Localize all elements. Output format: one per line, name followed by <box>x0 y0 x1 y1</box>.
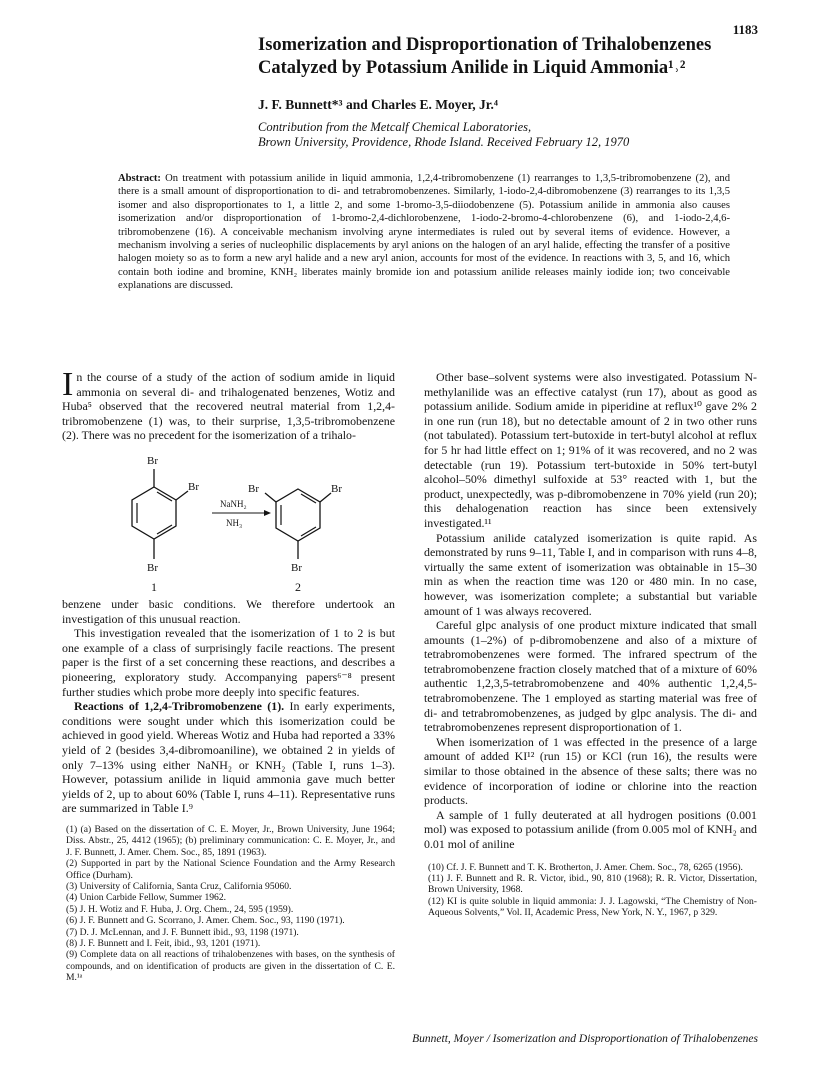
footnotes-left <box>62 824 395 984</box>
footnote: (10) Cf. J. F. Bunnett and T. K. Brotherton, J. Amer. Chem. Soc., 78, 6265 (1956). <box>428 861 743 873</box>
compound-number-2: 2 <box>295 579 301 594</box>
drop-cap: I <box>62 366 74 403</box>
article-title: Isomerization and Disproportionation of Trihalobenzenes Catalyzed by Potassium Anilide in Liquid Ammonia¹˒² <box>258 35 712 78</box>
bromo-label: Br <box>188 480 199 493</box>
footnote: (2) Supported in part by the National Science Foundation and the Army Research Office (Durham). <box>66 858 395 881</box>
abstract <box>118 172 730 293</box>
compound-1-structure <box>132 455 199 594</box>
footnote: (6) J. F. Bunnett and G. Scorrano, J. Amer. Chem. Soc., 93, 1190 (1971). <box>66 915 345 927</box>
affiliation <box>258 120 778 150</box>
reagent-above-arrow: NaNH₂ <box>220 498 247 509</box>
footnote: (7) D. J. McLennan, and J. F. Bunnett ibid., 93, 1198 (1971). <box>66 926 299 938</box>
affiliation-line-2: Brown University, Providence, Rhode Island. Received February 12, 1970 <box>258 135 630 149</box>
bromo-label: Br <box>291 561 302 574</box>
body-paragraph: This investigation revealed that the isomerization of 1 to 2 is but one example of a class of surprisingly facile reactions. The present paper is the first of a set concerning these reactions, and describes a pioneering, exploratory study. Accompanying papers⁶⁻⁸ present further studies which probe more deeply into specific features. <box>62 626 395 699</box>
intro-paragraph-continued: benzene under basic conditions. We therefore undertook an investigation of this unusual reaction. <box>62 596 395 626</box>
footnote: (8) J. F. Bunnett and I. Feit, ibid., 93, 1201 (1971). <box>66 937 261 949</box>
compound-number-1: 1 <box>151 579 157 594</box>
footnote: (3) University of California, Santa Cruz, California 95060. <box>66 880 292 892</box>
bromo-label: Br <box>331 482 342 495</box>
section-paragraph <box>62 699 395 816</box>
body-paragraph: Other base–solvent systems were also investigated. Potassium N-methylanilide was an effective catalyst (run 17), about as good as potassium anilide. Sodium amide in piperidine at reflux¹⁰ gave 2% 2 in one run (run 18), but no detectable amount of 2 in two other runs (not tabulated). Potassium tert-butoxide in tert-butyl alcohol at reflux for 5 hr had little effect on 1; 91% of it was recovered, and no 2 was detectable (run 19). Potassium tert-butoxide in 50% tert-butyl alcohol–50% dimethyl sulfoxide at 53° reacted with 1, but the product, unexpectedly, was p-dibromobenzene in 70% yield (run 20); this dehalogenation reaction has since been extensively investigated.¹¹ <box>424 370 757 530</box>
footnote: (1) (a) Based on the dissertation of C. E. Moyer, Jr., Brown University, June 1964; Diss. Abstr., 25, 4412 (1965); (b) preliminary communication: C. E. Moyer, Jr., and J. F. Bunnett, J. Amer. Chem. Soc., 85, 1891 (1963). <box>66 823 395 858</box>
bromo-label: Br <box>147 561 158 574</box>
bromo-label: Br <box>147 454 158 467</box>
body-paragraph: Careful glpc analysis of one product mixture indicated that small amounts (1–2%) of p-dibromobenzene and also of a mixture of tetrabromobenzenes were formed. The infrared spectrum of the tetrabromobenzene fraction closely matched that of a mixture of 60% authentic 1,2,3,5-tetrabromobenzene and 40% authentic 1,2,4,5-tetrabromobenzene. The 1 employed as starting material was free of di- and tetrabromobenzenes, as judged by glpc analysis. The di- and tetrabromobenzenes represent disproportionation of 1. <box>424 618 757 735</box>
authors: J. F. Bunnett*³ and Charles E. Moyer, Jr.⁴ <box>258 97 498 112</box>
reaction-scheme <box>62 445 395 595</box>
body-paragraph: Potassium anilide catalyzed isomerization is quite rapid. As demonstrated by runs 9–11, Table I, and in comparison with runs 4–8, virtually the same extent of isomerization was obtainable in 15–30 min as when the reaction time was 120 or 480 min. In no case, however, was isomerization complete; a substantial but variable amount of 1 was always recovered. <box>424 530 757 618</box>
running-footer: Bunnett, Moyer / Isomerization and Disproportionation of Trihalobenzenes <box>412 1033 758 1045</box>
section-paragraph-text: In early experiments, conditions were sought under which this isomerization could be achieved in good yield. Whereas Wotiz and Huba had reported a 33% yield of 2 (besides 3,4-dibromoaniline), we obtained 2 in yields of only 7–13% using either NaNH₂ or KNH₂ (Table I, runs 1–3). However, potassium anilide in liquid ammonia gave much better yields of 2, up to about 60% (Table I, runs 4–11). Representative runs are summarized in Table I.⁹ <box>62 699 395 816</box>
affiliation-line-1: Contribution from the Metcalf Chemical Laboratories, <box>258 120 532 134</box>
right-column <box>424 370 757 919</box>
footnote: (11) J. F. Bunnett and R. R. Victor, ibid., 90, 810 (1968); R. R. Victor, Dissertation, Brown University, 1968. <box>428 873 757 896</box>
intro-paragraph-text: n the course of a study of the action of sodium amide in liquid ammonia on several di- and trihalogenated benzenes, Wotiz and Huba⁵ observed that the recovered neutral material from 1,2,4-tribromobenzene (1) was, to their surprise, 1,3,5-tribromobenzene (2). There was no precedent for the isomerization of a trihalo- <box>62 370 395 443</box>
abstract-label: Abstract: <box>118 173 161 184</box>
reagent-below-arrow: NH₃ <box>226 517 243 528</box>
body-paragraph: A sample of 1 fully deuterated at all hydrogen positions (0.001 mol) was exposed to potassium anilide (from 0.005 mol of KNH₂ and 0.01 mol of aniline <box>424 807 757 851</box>
bromo-label: Br <box>248 482 259 495</box>
intro-paragraph <box>62 366 395 443</box>
left-column <box>62 366 395 984</box>
abstract-text: On treatment with potassium anilide in liquid ammonia, 1,2,4-tribromobenzene (1) rearranges to 1,3,5-tribromobenzene (2), and there is a small amount of disproportionation to di- and tetrabromobenzenes. Similarly, 1-iodo-2,4-dibromobenzene (3) rearranges to its 1,3,5 isomer and also disproportionates to 1, a little 2, and some 1-bromo-3,5-diiodobenzene (5). Potassium anilide in ammonia also causes isomerization and/or disproportionation of 1-bromo-2,4-dichlorobenzene, 1-iodo-2-bromo-4-chlorobenzene (6), and 1-iodo-2,4,6-tribromobenzene (16). A conceivable mechanism involving aryne intermediates is ruled out by several items of evidence. However, a mechanism involving a series of nucleophilic displacements by aryl anions on the halogen of an aryl halide, effecting the transfer of a positive halogen moiety so as to form a new aryl halide and a new aryl anion, accounts for most of the evidence. In reactions with 3, 5, and 16, which contain both iodine and bromine, KNH₂ liberates mainly bromide ion and potassium anilide releases mainly iodide ion; two conceivable explanations are discussed. <box>118 173 730 292</box>
section-heading: Reactions of 1,2,4-Tribromobenzene (1). <box>74 699 285 714</box>
body-paragraph: When isomerization of 1 was effected in the presence of a large amount of added KI¹² (run 15) or KCl (run 16), the results were similar to those obtained in the absence of these salts; there was no evidence of incorporation of iodine or chlorine into the reaction products. <box>424 734 757 808</box>
footnote: (9) Complete data on all reactions of trihalobenzenes with bases, on the synthesis of compounds, and on identification of products are given in the dissertation of C. E. M.¹ᵃ <box>66 949 395 984</box>
compound-2-structure <box>248 483 342 594</box>
footnotes-right <box>424 862 757 919</box>
footnote: (5) J. H. Wotiz and F. Huba, J. Org. Chem., 24, 595 (1959). <box>66 903 294 915</box>
footnote: (12) KI is quite soluble in liquid ammonia: J. J. Lagowski, “The Chemistry of Non-Aqueous Solvents,” Vol. II, Academic Press, New York, N. Y., 1967, p 329. <box>428 895 757 919</box>
footnote: (4) Union Carbide Fellow, Summer 1962. <box>66 892 227 904</box>
reaction-arrow <box>212 499 271 528</box>
page-number: 1183 <box>732 22 758 37</box>
